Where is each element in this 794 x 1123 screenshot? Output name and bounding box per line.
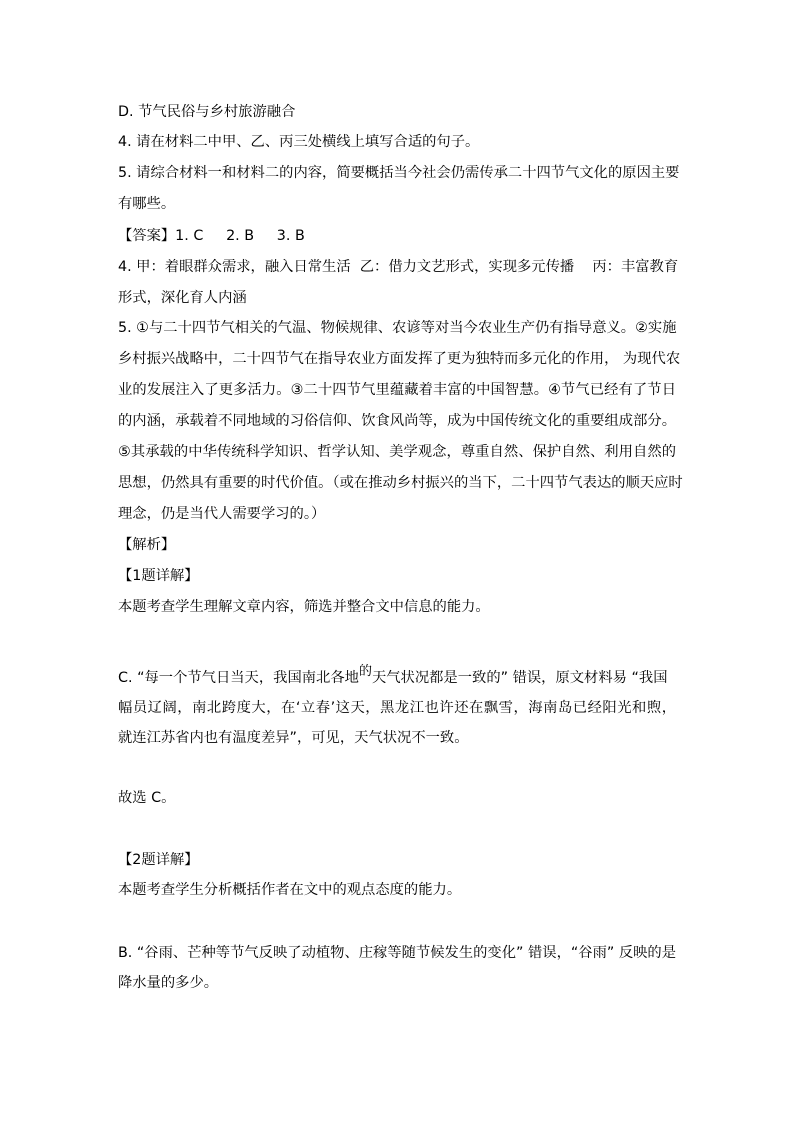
q1-explanation-part-1: C. “每一个节气日当天，我国南北各地 — [118, 670, 359, 686]
question-4: 4. 请在材料二中甲、乙、丙三处横线上填写合适的句子。 — [118, 134, 480, 150]
answer-5-line-2: 乡村振兴战略中，二十四节气在指导农业方面发挥了更为独特而多元化的作用， 为现代农 — [118, 351, 681, 367]
answer-4-cont: 形式，深化育人内涵 — [118, 290, 247, 306]
answer-5-line-7: 理念，仍是当代人需要学习的。） — [118, 506, 326, 522]
q1-detail-intro: 本题考查学生理解文章内容，筛选并整合文中信息的能力。 — [118, 599, 490, 615]
answer-5-line-3: 业的发展注入了更多活力。③二十四节气里蕴藏着丰富的中国智慧。④节气已经有了节日 — [118, 382, 676, 398]
answer-5-line-6: 思想，仍然具有重要的时代价值。（或在推动乡村振兴的当下，二十四节气表达的顺天应时 — [118, 475, 683, 491]
answer-5-line-4: 的内涵，承载着不同地域的习俗信仰、饮食风尚等，成为中国传统文化的重要组成部分。 — [118, 413, 676, 429]
q1-detail-heading: 【1题详解】 — [118, 568, 199, 584]
question-5: 5. 请综合材料一和材料二的内容，简要概括当今社会仍需传承二十四节气文化的原因主要 — [118, 165, 680, 181]
q1-explanation-line-2: 幅员辽阔，南北跨度大，在‘立春’这天，黑龙江也许还在飘雪，海南岛已经阳光和煦， — [118, 700, 676, 716]
q1-conclusion: 故选 C。 — [118, 790, 176, 806]
superscript-char: 的 — [358, 664, 372, 679]
q2-detail-heading: 【2题详解】 — [118, 852, 199, 868]
q1-explanation-part-2: 天气状况都是一致的” 错误，原文材料易 “我国 — [371, 670, 668, 686]
answer-4: 4. 甲：着眼群众需求，融入日常生活 乙：借力文艺形式，实现多元传播 丙：丰富教育 — [118, 259, 679, 275]
q1-explanation-line-3: 就连江苏省内也有温度差异”，可见，天气状况不一致。 — [118, 730, 469, 746]
q2-detail-intro: 本题考查学生分析概括作者在文中的观点态度的能力。 — [118, 882, 462, 898]
analysis-heading: 【解析】 — [118, 537, 176, 553]
answer-heading: 【答案】1. C 2. B 3. B — [118, 228, 305, 244]
q1-explanation — [118, 664, 676, 689]
answer-5-line-5: ⑤其承载的中华传统科学知识、哲学认知、美学观念，尊重自然、保护自然、利用自然的 — [118, 444, 676, 460]
question-5-cont: 有哪些。 — [118, 196, 176, 212]
option-d: D. 节气民俗与乡村旅游融合 — [118, 104, 296, 120]
q2-explanation-line-2: 降水量的多少。 — [118, 975, 219, 991]
q2-explanation: B. “谷雨、芒种等节气反映了动植物、庄稼等随节候发生的变化” 错误，“谷雨” 反映的是 — [118, 945, 677, 961]
answer-5: 5. ①与二十四节气相关的气温、物候规律、农谚等对当今农业生产仍有指导意义。②实施 — [118, 320, 677, 336]
